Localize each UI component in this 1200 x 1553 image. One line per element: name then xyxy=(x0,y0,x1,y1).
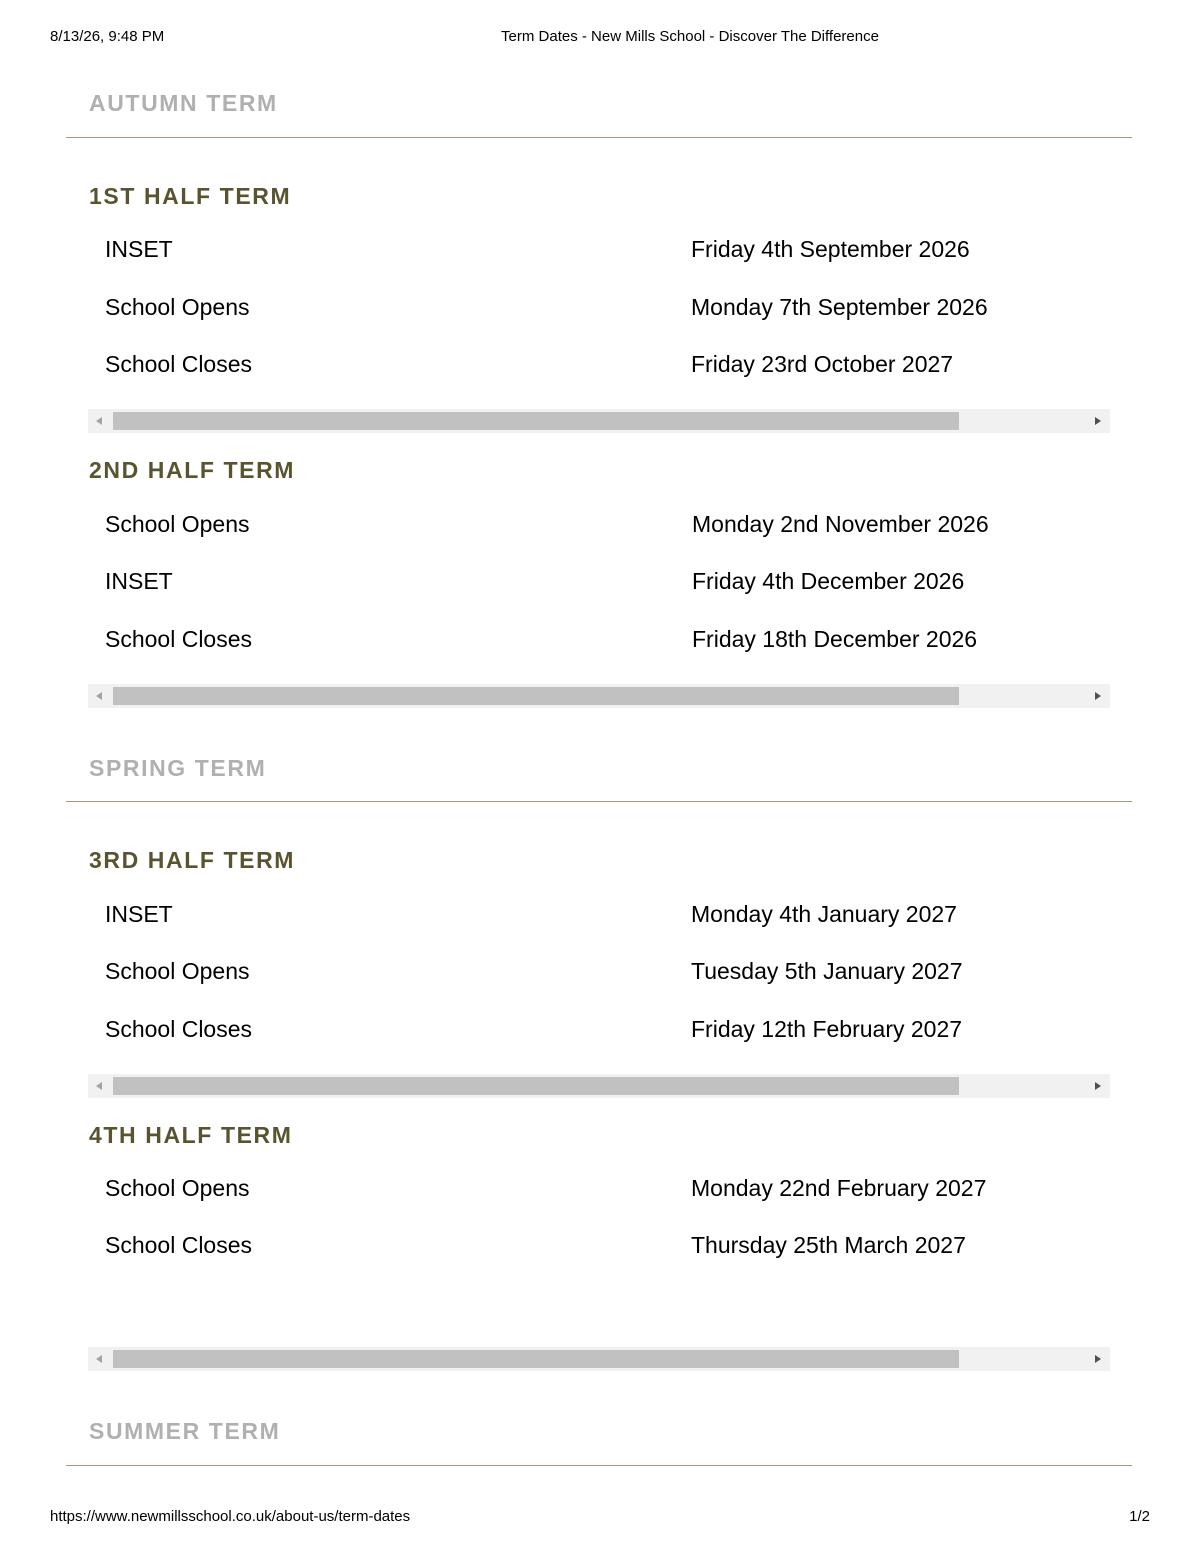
scrollbar-thumb[interactable] xyxy=(113,1350,959,1368)
print-url: https://www.newmillsschool.co.uk/about-us/term-dates xyxy=(50,1508,411,1525)
term-divider xyxy=(66,801,1132,802)
print-datetime: 8/13/26, 9:48 PM xyxy=(50,28,165,45)
scrollbar-thumb[interactable] xyxy=(113,412,959,430)
print-footer xyxy=(0,1508,1200,1528)
row-date: Monday 4th January 2027 xyxy=(691,901,957,927)
term-divider xyxy=(66,137,1132,138)
half-term-title-3: 3RD HALF TERM xyxy=(89,847,296,873)
row-label: INSET xyxy=(105,568,173,594)
scroll-left-arrow-icon[interactable] xyxy=(96,417,102,425)
row-label: School Closes xyxy=(105,1016,253,1042)
scroll-left-arrow-icon[interactable] xyxy=(96,692,102,700)
scroll-right-arrow-icon[interactable] xyxy=(1095,692,1101,700)
term-title-autumn: AUTUMN TERM xyxy=(89,90,278,116)
row-date: Friday 4th December 2026 xyxy=(692,568,965,594)
row-label: INSET xyxy=(105,236,173,262)
print-page-number: 1/2 xyxy=(1129,1508,1150,1525)
row-label: INSET xyxy=(105,901,173,927)
row-label: School Opens xyxy=(105,511,250,537)
row-label: School Opens xyxy=(105,958,250,984)
row-date: Friday 18th December 2026 xyxy=(692,626,978,652)
term-divider xyxy=(66,1465,1132,1466)
scroll-right-arrow-icon[interactable] xyxy=(1095,1082,1101,1090)
half-term-title-4: 4TH HALF TERM xyxy=(89,1122,293,1148)
horizontal-scrollbar[interactable] xyxy=(88,684,1110,708)
row-date: Friday 23rd October 2027 xyxy=(691,351,954,377)
scrollbar-thumb[interactable] xyxy=(113,687,959,705)
row-date: Thursday 25th March 2027 xyxy=(691,1232,966,1258)
horizontal-scrollbar[interactable] xyxy=(88,1074,1110,1098)
row-label: School Closes xyxy=(105,1232,253,1258)
print-page-title: Term Dates - New Mills School - Discover The Difference xyxy=(501,28,879,45)
scroll-left-arrow-icon[interactable] xyxy=(96,1355,102,1363)
horizontal-scrollbar[interactable] xyxy=(88,1347,1110,1371)
half-term-title-2: 2ND HALF TERM xyxy=(89,457,296,483)
row-date: Monday 2nd November 2026 xyxy=(692,511,989,537)
row-label: School Closes xyxy=(105,626,253,652)
scroll-left-arrow-icon[interactable] xyxy=(96,1082,102,1090)
row-date: Friday 12th February 2027 xyxy=(691,1016,963,1042)
term-title-spring: SPRING TERM xyxy=(89,755,267,781)
scroll-right-arrow-icon[interactable] xyxy=(1095,417,1101,425)
scrollbar-thumb[interactable] xyxy=(113,1077,959,1095)
row-date: Monday 22nd February 2027 xyxy=(691,1175,987,1201)
horizontal-scrollbar[interactable] xyxy=(88,409,1110,433)
term-title-summer: SUMMER TERM xyxy=(89,1418,281,1444)
row-label: School Closes xyxy=(105,351,253,377)
row-label: School Opens xyxy=(105,294,250,320)
row-date: Monday 7th September 2026 xyxy=(691,294,988,320)
scroll-right-arrow-icon[interactable] xyxy=(1095,1355,1101,1363)
print-header xyxy=(0,28,1200,48)
half-term-title-1: 1ST HALF TERM xyxy=(89,183,292,209)
row-label: School Opens xyxy=(105,1175,250,1201)
row-date: Friday 4th September 2026 xyxy=(691,236,970,262)
row-date: Tuesday 5th January 2027 xyxy=(691,958,963,984)
